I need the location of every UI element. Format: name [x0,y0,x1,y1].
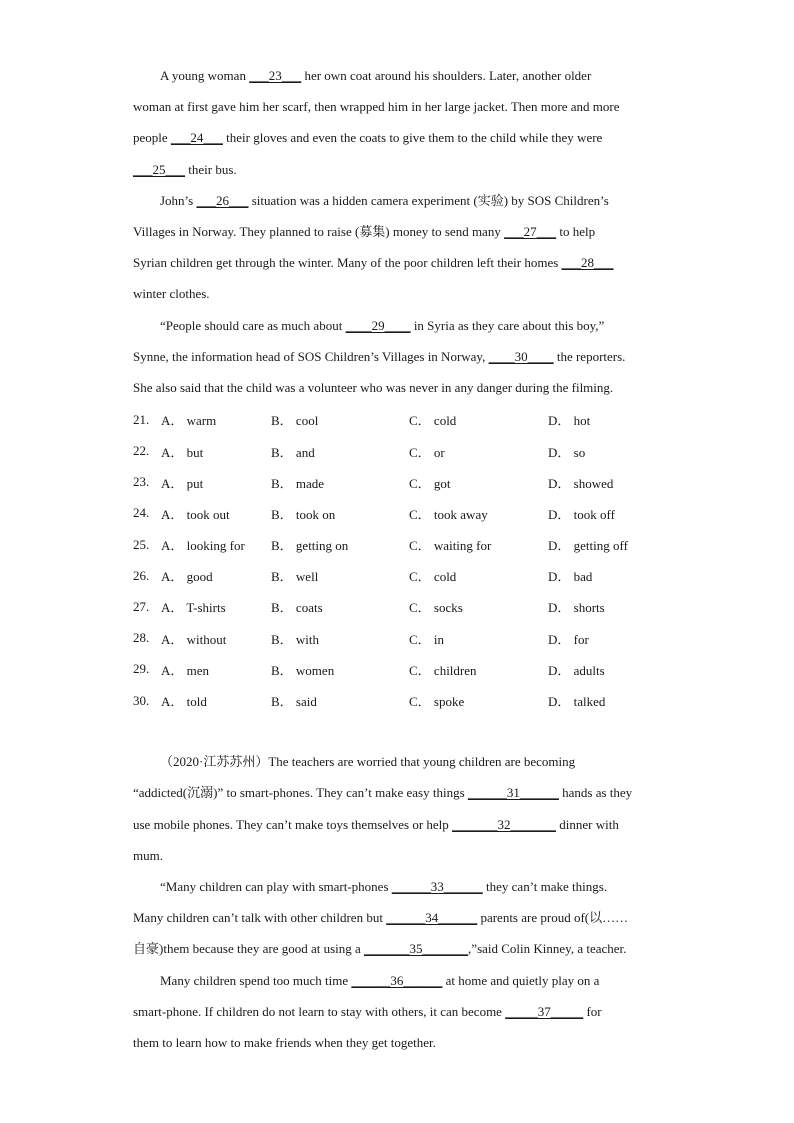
option-row [133,467,663,498]
text-run: Villages in Norway. They planned to raise (募集) money to send many [133,224,505,240]
text-line [133,60,663,91]
text-run: for [583,1003,602,1019]
text-line [133,746,663,777]
option-row [133,654,663,685]
text-run: ,”said Colin Kinney, a teacher. [468,941,627,957]
text-run: A young woman [160,68,250,83]
option-d: D． adults [548,662,605,678]
text-run: use mobile phones. They can’t make toys themselves or help [133,816,453,832]
option-row [133,560,663,591]
answer-blank: _______32_______ [452,816,557,832]
option-row [133,435,663,466]
text-line [133,122,663,153]
text-run: smart-phone. If children do not learn to stay with others, it can become [133,1003,506,1019]
question-number: 21. [133,411,150,427]
option-c: C． or [409,444,445,460]
text-run: winter clothes. [133,286,210,302]
answer-blank: ____30____ [488,348,554,364]
text-run: “Many children can play with smart-phones [160,878,392,894]
answer-blank: ______34______ [386,910,478,926]
option-row [133,498,663,529]
text-run: Many children spend too much time [160,972,352,988]
option-d: D． shorts [548,600,605,616]
option-c: C． cold [409,413,457,429]
option-b: B． and [271,444,315,460]
text-line [133,278,663,309]
option-a: A． put [161,475,204,491]
option-d: D． took off [548,506,615,522]
answer-blank: ___26___ [196,192,249,208]
option-row [133,404,663,435]
option-a: A． without [161,631,227,647]
text-line [133,247,663,278]
text-line [133,965,663,996]
option-d: D． hot [548,413,591,429]
option-d: D． getting off [548,538,628,554]
text-line [133,372,663,403]
text-line [133,902,663,933]
answer-blank: ____29____ [345,317,411,333]
option-row [133,685,663,716]
question-number: 28. [133,630,150,646]
text-run: Syrian children get through the winter. Many of the poor children left their homes [133,255,562,271]
answer-blank: _____37_____ [505,1003,584,1019]
option-c: C． in [409,631,445,647]
option-c: C． got [409,475,451,491]
text-run: them to learn how to make friends when they get together. [133,1034,436,1050]
option-a: A． good [161,569,213,585]
question-number: 23. [133,474,150,490]
text-run: parents are proud of(以…… [477,910,629,926]
text-run: in Syria as they care about this boy,” [410,317,605,333]
option-c: C． spoke [409,694,465,710]
document-page [133,60,663,1058]
text-line [133,809,663,840]
option-a: A． looking for [161,538,245,554]
answer-blank: ______36______ [351,972,443,988]
option-row [133,529,663,560]
option-row [133,623,663,654]
option-c: C． waiting for [409,538,492,554]
text-line [133,1027,663,1058]
cloze-passage-1 [133,60,663,403]
text-run: situation was a hidden camera experiment (实验) by SOS Children’s [248,192,609,208]
option-b: B． coats [271,600,323,616]
option-a: A． but [161,444,204,460]
option-d: D． talked [548,694,606,710]
text-run: Many children can’t talk with other children but [133,910,387,926]
text-run: 自豪)them because they are good at using a [133,941,365,957]
question-number: 26. [133,567,150,583]
option-b: B． cool [271,413,319,429]
cloze-passage-2 [133,746,663,1058]
option-a: A． took out [161,506,230,522]
answer-blank: _______35_______ [364,941,469,957]
section-gap [133,716,663,746]
option-d: D． so [548,444,586,460]
answer-blank: ___27___ [504,224,557,240]
answer-blank: ______31______ [467,785,559,801]
text-line [133,185,663,216]
option-a: A． T-shirts [161,600,226,616]
text-run: dinner with [556,816,619,832]
question-number: 25. [133,536,150,552]
option-b: B． getting on [271,538,349,554]
text-line [133,216,663,247]
question-number: 24. [133,505,150,521]
text-run: to help [556,224,596,240]
answer-options [133,404,663,716]
text-line [133,154,663,185]
text-line [133,871,663,902]
option-c: C． socks [409,600,463,616]
text-line [133,91,663,122]
option-b: B． with [271,631,320,647]
option-c: C． children [409,662,477,678]
text-run: She also said that the child was a volunteer who was never in any danger during the filming. [133,380,614,396]
option-c: C． cold [409,569,457,585]
answer-blank: ___28___ [561,255,614,271]
text-run: mum. [133,847,163,863]
text-line [133,933,663,964]
text-run: their gloves and even the coats to give them to the child while they were [222,130,603,146]
question-number: 27. [133,598,150,614]
text-run: people [133,130,171,146]
option-b: B． women [271,662,335,678]
answer-blank: ___25___ [133,161,185,177]
option-b: B． made [271,475,325,491]
text-line [133,310,663,341]
option-b: B． took on [271,506,336,522]
question-number: 29. [133,661,150,677]
text-run: hands as they [558,785,633,801]
text-run: （2020·江苏苏州）The teachers are worried that young children are becoming [160,754,576,770]
option-row [133,591,663,622]
text-line [133,840,663,871]
question-number: 22. [133,443,150,459]
text-run: “addicted(沉溺)” to smart-phones. They can’t make easy things [133,785,468,801]
option-a: A． warm [161,413,217,429]
option-d: D． for [548,631,589,647]
option-d: D． bad [548,569,593,585]
text-run: at home and quietly play on a [442,972,600,988]
option-b: B． well [271,569,319,585]
option-a: A． men [161,662,210,678]
text-line [133,341,663,372]
text-run: they can’t make things. [482,878,608,894]
text-run: Synne, the information head of SOS Children’s Villages in Norway, [133,348,489,364]
text-run: their bus. [185,161,237,177]
option-b: B． said [271,694,317,710]
option-a: A． told [161,694,207,710]
text-line [133,777,663,808]
text-run: the reporters. [553,348,626,364]
answer-blank: ______33______ [391,878,483,894]
text-run: “People should care as much about [160,317,346,333]
option-d: D． showed [548,475,614,491]
text-run: John’s [160,192,197,208]
answer-blank: ___24___ [170,130,223,146]
answer-blank: ___23___ [249,68,302,83]
text-line [133,996,663,1027]
option-c: C． took away [409,506,488,522]
question-number: 30. [133,692,150,708]
text-run: woman at first gave him her scarf, then wrapped him in her large jacket. Then more and more [133,99,620,115]
text-run: her own coat around his shoulders. Later, another older [301,68,592,83]
